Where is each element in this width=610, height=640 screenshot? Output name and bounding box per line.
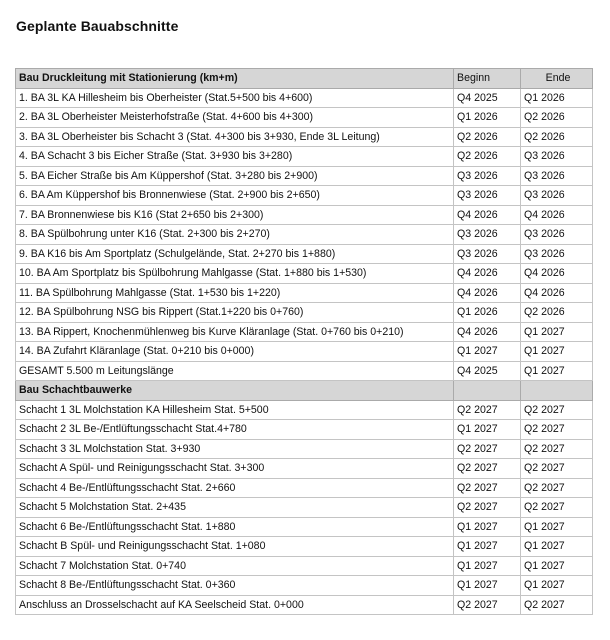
table-row [16, 517, 593, 537]
row-start: Q4 2025 [454, 361, 521, 381]
row-end: Q2 2027 [521, 459, 593, 479]
row-start: Q1 2027 [454, 517, 521, 537]
row-description: Schacht 1 3L Molchstation KA Hillesheim Stat. 5+500 [16, 400, 454, 420]
section-header-label: Bau Schachtbauwerke [16, 381, 454, 401]
table-row [16, 108, 593, 128]
schedule-table-body [16, 69, 593, 615]
table-row [16, 88, 593, 108]
row-start: Q2 2027 [454, 459, 521, 479]
row-description: Schacht 2 3L Be-/Entlüftungsschacht Stat.4+780 [16, 420, 454, 440]
row-start: Q1 2027 [454, 556, 521, 576]
row-end: Q3 2026 [521, 244, 593, 264]
row-end: Q3 2026 [521, 186, 593, 206]
table-row [16, 186, 593, 206]
row-end: Q1 2027 [521, 576, 593, 596]
table-row [16, 498, 593, 518]
row-end: Q4 2026 [521, 283, 593, 303]
row-start: Q1 2026 [454, 108, 521, 128]
header-end: Ende [521, 69, 593, 89]
row-description: Schacht 7 Molchstation Stat. 0+740 [16, 556, 454, 576]
row-start: Q2 2026 [454, 127, 521, 147]
row-start: Q2 2027 [454, 478, 521, 498]
row-end: Q2 2026 [521, 303, 593, 323]
row-end: Q3 2026 [521, 147, 593, 167]
row-description: 5. BA Eicher Straße bis Am Küppershof (Stat. 3+280 bis 2+900) [16, 166, 454, 186]
page-title: Geplante Bauabschnitte [16, 18, 179, 34]
table-row [16, 537, 593, 557]
table-row [16, 166, 593, 186]
row-end: Q4 2026 [521, 205, 593, 225]
table-row [16, 595, 593, 615]
row-start: Q4 2026 [454, 322, 521, 342]
table-row [16, 556, 593, 576]
row-start: Q4 2026 [454, 264, 521, 284]
row-description: 14. BA Zufahrt Kläranlage (Stat. 0+210 bis 0+000) [16, 342, 454, 362]
row-description: Schacht 8 Be-/Entlüftungsschacht Stat. 0+360 [16, 576, 454, 596]
row-start: Q3 2026 [454, 186, 521, 206]
row-end: Q2 2026 [521, 127, 593, 147]
row-description: 6. BA Am Küppershof bis Bronnenwiese (Stat. 2+900 bis 2+650) [16, 186, 454, 206]
row-start: Q1 2027 [454, 342, 521, 362]
row-start: Q1 2026 [454, 303, 521, 323]
row-end: Q1 2027 [521, 342, 593, 362]
row-start: Q2 2026 [454, 147, 521, 167]
row-end: Q2 2027 [521, 420, 593, 440]
row-end: Q2 2027 [521, 595, 593, 615]
table-row [16, 225, 593, 245]
row-start: Q2 2027 [454, 439, 521, 459]
table-row [16, 322, 593, 342]
row-description: Schacht A Spül- und Reinigungsschacht Stat. 3+300 [16, 459, 454, 479]
row-description: GESAMT 5.500 m Leitungslänge [16, 361, 454, 381]
table-row [16, 303, 593, 323]
table-row [16, 478, 593, 498]
table-row [16, 459, 593, 479]
row-end: Q3 2026 [521, 225, 593, 245]
total-row [16, 361, 593, 381]
table-row [16, 264, 593, 284]
row-end: Q1 2027 [521, 556, 593, 576]
row-start: Q4 2025 [454, 88, 521, 108]
row-start: Q1 2027 [454, 420, 521, 440]
table-row [16, 244, 593, 264]
row-end: Q2 2026 [521, 108, 593, 128]
header-description: Bau Druckleitung mit Stationierung (km+m) [16, 69, 454, 89]
row-start: Q3 2026 [454, 225, 521, 245]
row-end: Q2 2027 [521, 478, 593, 498]
row-end: Q2 2027 [521, 439, 593, 459]
row-end: Q1 2027 [521, 537, 593, 557]
row-end: Q1 2026 [521, 88, 593, 108]
table-row [16, 439, 593, 459]
construction-schedule-table [15, 68, 593, 615]
row-start: Q1 2027 [454, 576, 521, 596]
table-row [16, 576, 593, 596]
row-description: 4. BA Schacht 3 bis Eicher Straße (Stat. 3+930 bis 3+280) [16, 147, 454, 167]
row-description: 10. BA Am Sportplatz bis Spülbohrung Mahlgasse (Stat. 1+880 bis 1+530) [16, 264, 454, 284]
section-header-empty-start [454, 381, 521, 401]
row-description: Anschluss an Drosselschacht auf KA Seelscheid Stat. 0+000 [16, 595, 454, 615]
row-description: Schacht 5 Molchstation Stat. 2+435 [16, 498, 454, 518]
row-description: Schacht B Spül- und Reinigungsschacht Stat. 1+080 [16, 537, 454, 557]
row-end: Q3 2026 [521, 166, 593, 186]
row-start: Q2 2027 [454, 400, 521, 420]
table-row [16, 400, 593, 420]
section-header-row [16, 381, 593, 401]
row-description: 2. BA 3L Oberheister Meisterhofstraße (Stat. 4+600 bis 4+300) [16, 108, 454, 128]
table-row [16, 342, 593, 362]
table-row [16, 283, 593, 303]
section-header-empty-end [521, 381, 593, 401]
row-end: Q1 2027 [521, 322, 593, 342]
row-description: Schacht 6 Be-/Entlüftungsschacht Stat. 1+880 [16, 517, 454, 537]
row-end: Q1 2027 [521, 361, 593, 381]
row-start: Q3 2026 [454, 166, 521, 186]
row-end: Q4 2026 [521, 264, 593, 284]
row-description: Schacht 3 3L Molchstation Stat. 3+930 [16, 439, 454, 459]
table-row [16, 127, 593, 147]
table-row [16, 147, 593, 167]
row-start: Q4 2026 [454, 283, 521, 303]
row-description: 7. BA Bronnenwiese bis K16 (Stat 2+650 bis 2+300) [16, 205, 454, 225]
table-row [16, 205, 593, 225]
row-start: Q4 2026 [454, 205, 521, 225]
row-end: Q2 2027 [521, 400, 593, 420]
row-description: 8. BA Spülbohrung unter K16 (Stat. 2+300 bis 2+270) [16, 225, 454, 245]
row-end: Q2 2027 [521, 498, 593, 518]
row-end: Q1 2027 [521, 517, 593, 537]
row-description: 11. BA Spülbohrung Mahlgasse (Stat. 1+530 bis 1+220) [16, 283, 454, 303]
table-header-row [16, 69, 593, 89]
row-description: 1. BA 3L KA Hillesheim bis Oberheister (Stat.5+500 bis 4+600) [16, 88, 454, 108]
row-start: Q1 2027 [454, 537, 521, 557]
row-description: 12. BA Spülbohrung NSG bis Rippert (Stat.1+220 bis 0+760) [16, 303, 454, 323]
row-start: Q2 2027 [454, 498, 521, 518]
row-start: Q3 2026 [454, 244, 521, 264]
row-description: 9. BA K16 bis Am Sportplatz (Schulgelände, Stat. 2+270 bis 1+880) [16, 244, 454, 264]
row-description: 3. BA 3L Oberheister bis Schacht 3 (Stat. 4+300 bis 3+930, Ende 3L Leitung) [16, 127, 454, 147]
header-start: Beginn [454, 69, 521, 89]
row-description: 13. BA Rippert, Knochenmühlenweg bis Kurve Kläranlage (Stat. 0+760 bis 0+210) [16, 322, 454, 342]
table-row [16, 420, 593, 440]
row-start: Q2 2027 [454, 595, 521, 615]
row-description: Schacht 4 Be-/Entlüftungsschacht Stat. 2+660 [16, 478, 454, 498]
